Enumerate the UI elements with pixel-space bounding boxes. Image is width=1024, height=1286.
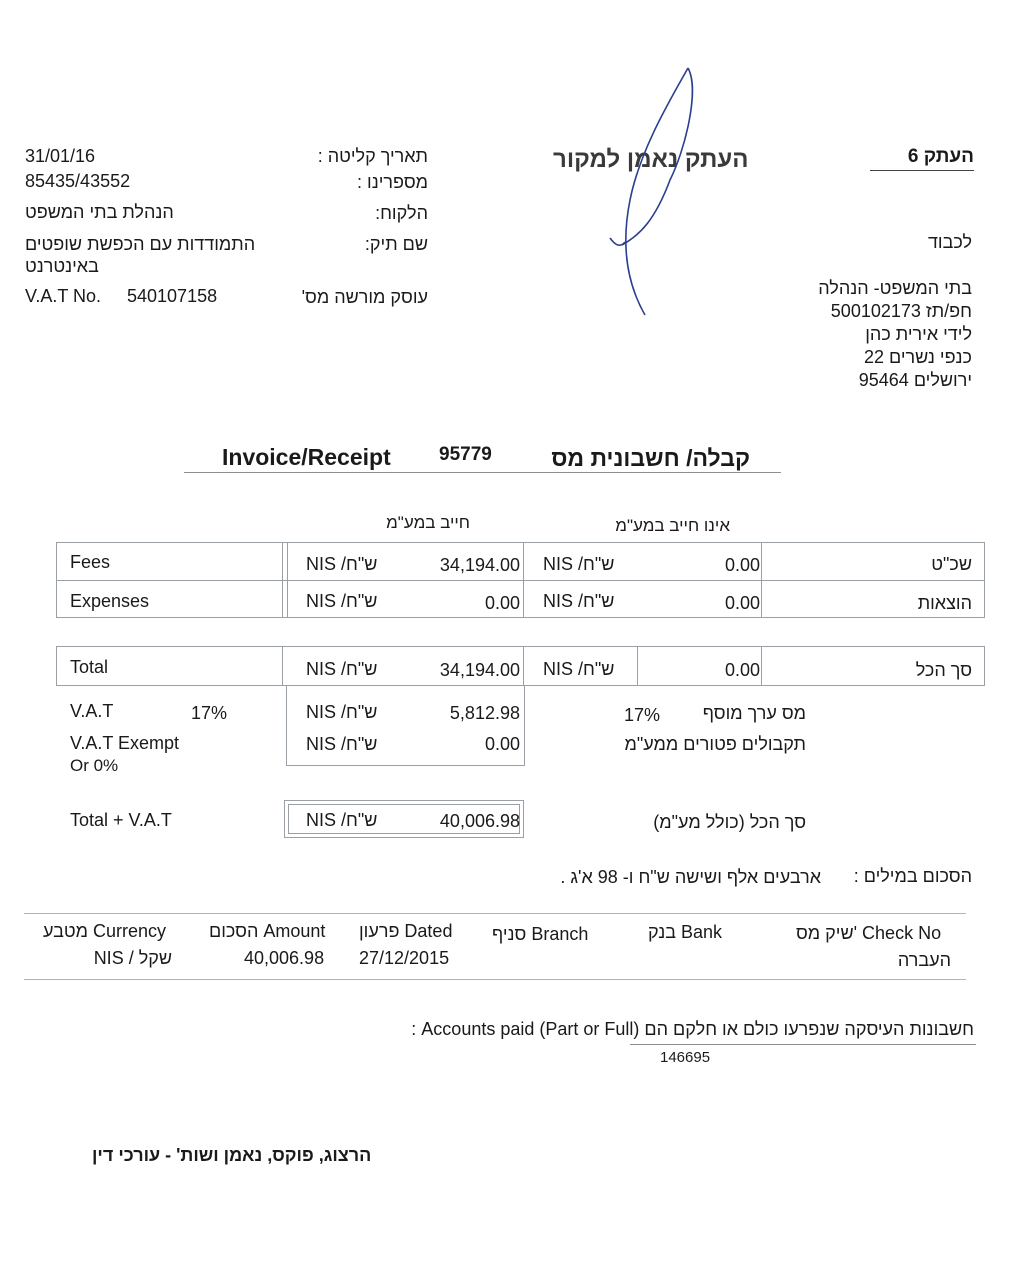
grand-total-label-he: סך הכל (כולל מע"מ) <box>653 812 806 832</box>
vat-rate-he: 17% <box>624 705 661 725</box>
fees-liable-left-line2 <box>287 542 288 618</box>
vat-exempt-or-label: Or 0% <box>70 756 119 775</box>
payment-currency: שקל / NIS <box>93 948 172 968</box>
fees-mid-line <box>523 542 524 618</box>
grand-total-currency: NIS /ש"ח <box>306 810 378 830</box>
vat-dealer-label: עוסק מורשה מס' <box>301 287 428 307</box>
invoice-number: 95779 <box>439 444 492 465</box>
grand-total-amount: 40,006.98 <box>439 811 520 831</box>
title-hebrew: קבלה/ חשבונית מס <box>551 445 750 471</box>
total-exempt-currency: NIS /ש"ח <box>543 659 615 679</box>
total-exempt-amount: 0.00 <box>724 660 760 680</box>
recipient-company-id: חפ/תז 500102173 <box>830 301 972 321</box>
client-label: הלקוח: <box>375 203 428 223</box>
payment-col-dated: פרעון Dated <box>359 921 453 941</box>
fees-exempt-amount: 0.00 <box>724 555 760 575</box>
total-label-he: סך הכל <box>915 660 972 680</box>
vat-no: 540107158 <box>127 286 218 306</box>
file-name-line2: באינטרנט <box>25 256 99 276</box>
intake-date: 31/01/16 <box>25 146 96 166</box>
payment-col-currency: מטבע Currency <box>43 921 167 941</box>
file-name-line1: התמודדות עם הכפשת שופטים <box>25 234 256 254</box>
expenses-label-he: הוצאות <box>917 593 972 613</box>
fees-row-divider <box>56 580 985 581</box>
grand-total-label: Total + V.A.T <box>70 810 172 830</box>
recipient-street: כנפי נשרים 22 <box>863 347 972 367</box>
fees-exempt-currency: NIS /ש"ח <box>543 554 615 574</box>
payment-method: העברה <box>897 950 951 970</box>
payment-amount: 40,006.98 <box>244 948 325 968</box>
intake-date-label: תאריך קליטה : <box>317 146 428 166</box>
total-row-box <box>56 646 985 686</box>
certified-copy-stamp: העתק נאמן למקור <box>553 146 749 173</box>
total-liable-currency: NIS /ש"ח <box>306 659 378 679</box>
total-line-4 <box>761 646 762 686</box>
total-line-3 <box>637 646 638 686</box>
vat-exempt-label: V.A.T Exempt <box>70 733 180 753</box>
payment-dated: 27/12/2015 <box>359 948 450 968</box>
total-liable-amount: 34,194.00 <box>439 660 520 680</box>
our-ref: 85435/43552 <box>25 171 131 191</box>
client: הנהלת בתי המשפט <box>25 202 174 222</box>
vat-rate: 17% <box>191 703 228 723</box>
recipient-attention: לידי אירית כהן <box>865 324 972 344</box>
title-english: Invoice/Receipt <box>222 444 391 470</box>
copy-label: העתק 6 <box>907 146 974 167</box>
col-vat-liable: חייב במע"מ <box>386 513 470 532</box>
vat-label: V.A.T <box>70 701 114 721</box>
our-ref-label: מספרינו : <box>357 172 428 192</box>
vat-amount: 5,812.98 <box>449 703 520 723</box>
expenses-label: Expenses <box>70 591 150 611</box>
payment-col-bank: בנק Bank <box>648 922 723 942</box>
vat-exempt-currency: NIS /ש"ח <box>306 734 378 754</box>
fees-label-he: שכ"ט <box>931 554 972 574</box>
title-underline <box>184 472 781 473</box>
payment-bottom-line <box>24 979 966 980</box>
payment-col-branch: סניף Branch <box>492 924 589 944</box>
vat-label-he: מס ערך מוסף <box>702 703 806 723</box>
expenses-liable-currency: NIS /ש"ח <box>306 591 378 611</box>
expenses-exempt-amount: 0.00 <box>724 593 760 613</box>
expenses-exempt-currency: NIS /ש"ח <box>543 591 615 611</box>
vat-exempt-amount: 0.00 <box>484 734 520 754</box>
vat-no-label: V.A.T No. <box>25 286 102 306</box>
vat-currency: NIS /ש"ח <box>306 702 378 722</box>
payment-col-check: שיק מס' Check No <box>796 923 942 943</box>
in-words-label: הסכום במילים : <box>853 866 972 886</box>
payment-top-line <box>24 913 966 914</box>
fees-liable-currency: NIS /ש"ח <box>306 554 378 574</box>
to-label: לכבוד <box>927 232 972 252</box>
expenses-liable-amount: 0.00 <box>484 593 520 613</box>
accounts-paid-label: חשבונות העיסקה שנפרעו כולם או חלקם הם (Accounts paid (Part or Full : <box>411 1019 974 1039</box>
fees-liable-amount: 34,194.00 <box>439 555 520 575</box>
recipient-name: בתי המשפט- הנהלה <box>818 278 972 298</box>
total-label: Total <box>70 657 109 677</box>
accounts-underline <box>630 1044 976 1045</box>
in-words-text: ארבעים אלף ושישה ש"ח ו- 98 א'ג . <box>560 867 821 887</box>
accounts-number: 146695 <box>660 1049 711 1066</box>
total-line-2 <box>523 646 524 686</box>
recipient-city: ירושלים 95464 <box>858 370 972 390</box>
signature-icon <box>600 60 720 330</box>
col-vat-exempt: אינו חייב במע"מ <box>615 516 730 535</box>
fees-liable-left-line <box>282 542 283 618</box>
payment-col-amount: הסכום Amount <box>209 921 326 941</box>
fees-exempt-right-line <box>761 542 762 618</box>
total-line-1 <box>282 646 283 686</box>
copy-label-underline <box>870 170 974 171</box>
fees-label: Fees <box>70 552 111 572</box>
firm-name: הרצוג, פוקס, נאמן ושות' - עורכי דין <box>92 1145 372 1165</box>
file-name-label: שם תיק: <box>364 234 428 254</box>
vat-exempt-label-he: תקבולים פטורים ממע"מ <box>624 734 806 754</box>
